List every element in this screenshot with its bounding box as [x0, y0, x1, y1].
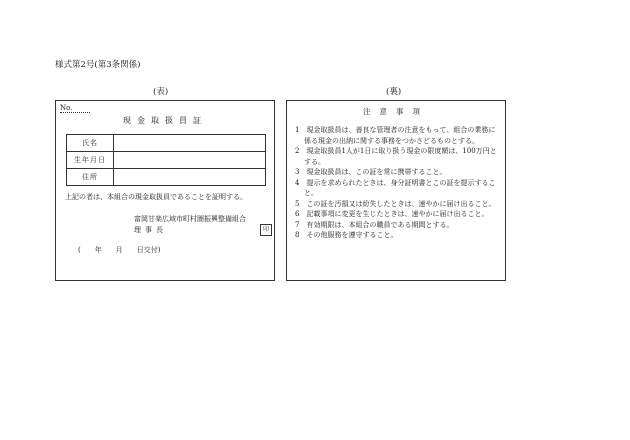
list-item: 5 この証を汚損又は紛失したときは、速やかに届け出ること。 — [295, 199, 496, 208]
issue-date: ( 年 月 日交付) — [78, 246, 161, 254]
seal-icon: 印 — [260, 224, 272, 236]
chief-title: 理事長 — [134, 226, 167, 234]
name-value — [114, 135, 266, 152]
list-item: 8 その他服務を遵守すること。 — [295, 231, 398, 239]
info-table — [66, 134, 266, 186]
serial-number: No. — [60, 104, 90, 113]
table-row — [67, 169, 266, 186]
organization-name: 富岡甘楽広域市町村圏振興整備組合 — [134, 215, 246, 223]
card-title: 現金取扱員証 — [123, 116, 207, 125]
form-number: 様式第2号(第3条関係) — [55, 60, 141, 70]
address-value — [114, 169, 266, 186]
card-front — [55, 100, 275, 281]
list-item: 7 有効期限は、本組合の職員である期間とする。 — [295, 220, 454, 229]
notes-list — [295, 125, 502, 241]
notes-title: 注意事項 — [363, 107, 429, 116]
list-item: 3 現金取扱員は、この証を常に携帯すること。 — [295, 168, 447, 176]
card-back — [286, 100, 506, 281]
list-item: 6 記載事項に変更を生じたときは、速やかに届け出ること。 — [295, 210, 489, 218]
name-label: 氏名 — [67, 135, 114, 152]
front-side-label: (表) — [153, 87, 169, 97]
table-row — [67, 152, 266, 169]
address-label: 住所 — [67, 169, 114, 186]
certify-text: 上記の者は、本組合の現金取扱員であることを証明する。 — [65, 193, 247, 201]
list-item: 4 提示を求められたときは、身分証明書とこの証を提示すること。 — [295, 178, 496, 197]
table-row — [67, 135, 266, 152]
list-item: 1 現金取扱員は、善良な管理者の注意をもって、組合の業務に係る現金の出納に関する事務をつかさどるものとする。 — [295, 126, 496, 145]
birthdate-value — [114, 152, 266, 169]
birthdate-label: 生年月日 — [67, 152, 114, 169]
list-item: 2 現金取扱員1人が1日に取り扱う現金の限度額は、100万円とする。 — [295, 147, 497, 166]
back-side-label: (裏) — [386, 87, 402, 97]
